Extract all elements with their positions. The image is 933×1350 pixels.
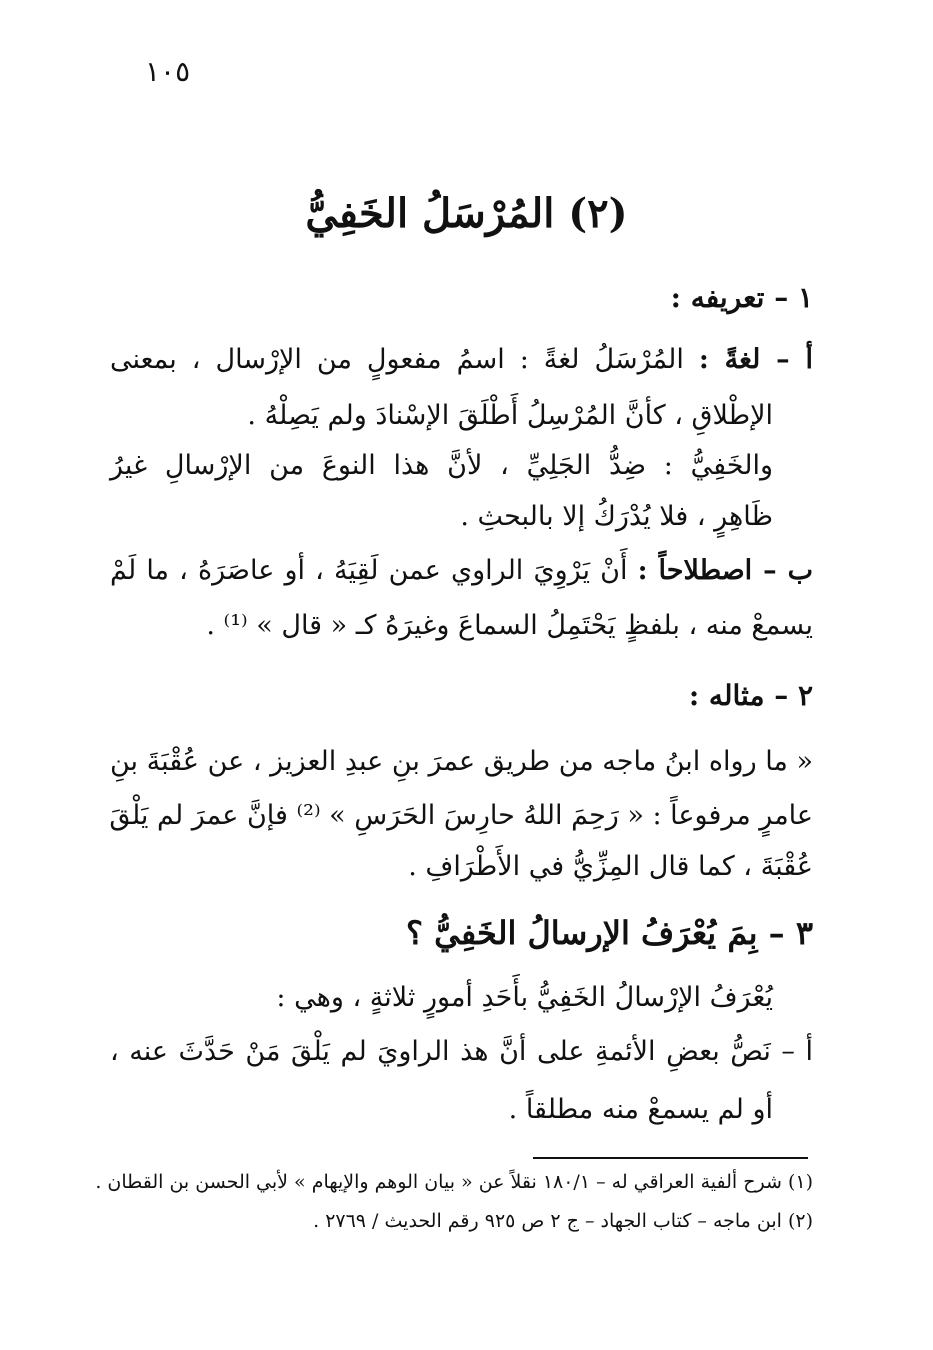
section-3-heading: ٣ – بِمَ يُعْرَفُ الإرسالُ الخَفِيُّ ؟ — [406, 914, 813, 952]
definition-linguistic-line-3: والخَفِيُّ : ضِدُّ الجَلِيِّ ، لأنَّ هذا النوعَ من الإرْسالِ غيرُ — [110, 450, 773, 481]
definition-technical-line-2: يسمعْ منه ، بلفظٍ يَحْتَمِلُ السماعَ وغيرَهُ كـ « قال » ⁽¹⁾ . — [206, 610, 813, 641]
definition-linguistic-line-4: ظَاهِرٍ ، فلا يُدْرَكُ إلا بالبحثِ . — [460, 501, 773, 532]
footnote-2: (٢) ابن ماجه – كتاب الجهاد – ج ٢ ص ٩٢٥ رقم الحديث / ٢٧٦٩ . — [313, 1210, 813, 1232]
section-2-heading: ٢ – مثاله : — [688, 679, 813, 712]
identification-line-1: يُعْرَفُ الإرْسالُ الخَفِيُّ بأَحَدِ أمورٍ ثلاثةٍ ، وهي : — [276, 982, 773, 1013]
section-1-heading: ١ – تعريفه : — [670, 281, 813, 314]
footnote-1: (١) شرح ألفية العراقي له – ١٨٠/١ نقلاً عن « بيان الوهم والإيهام » لأبي الحسن بن القطان . — [95, 1171, 813, 1193]
definition-linguistic-line-1 — [110, 340, 813, 380]
page-number: ١٠٥ — [145, 55, 191, 88]
definition-technical-label: ب – اصطلاحاً : — [637, 555, 813, 586]
definition-linguistic-text-1: المُرْسَلُ لغةً : اسمُ مفعولٍ من الإرْسال ، بمعنى — [110, 344, 684, 375]
definition-linguistic-label: أ – لغةً : — [698, 344, 813, 375]
example-line-3: عُقْبَةَ ، كما قال المِزِّيُّ في الأَطْرَافِ . — [408, 851, 813, 882]
chapter-title: (٢) المُرْسَلُ الخَفِيُّ — [305, 190, 628, 237]
definition-technical-text-1: أَنْ يَرْوِيَ الراوي عمن لَقِيَهُ ، أو عاصَرَهُ ، ما لَمْ — [110, 555, 628, 586]
example-line-1: « ما رواه ابنُ ماجه من طريق عمرَ بنِ عبدِ العزيز ، عن عُقْبَةَ بنِ — [110, 746, 813, 777]
definition-technical-line-1 — [110, 551, 813, 591]
footnote-divider — [533, 1157, 808, 1159]
identification-line-3: أو لم يسمعْ منه مطلقاً . — [508, 1094, 773, 1125]
example-line-2: عامرٍ مرفوعاً : « رَحِمَ اللهُ حارِسَ الحَرَسِ » ⁽²⁾ فإنَّ عمرَ لم يَلْقَ — [109, 800, 813, 831]
definition-linguistic-line-2: الإطْلاقِ ، كأنَّ المُرْسِلُ أَطْلَقَ الإسْنادَ ولم يَصِلْهُ . — [247, 400, 773, 431]
identification-line-2: أ – نَصُّ بعضِ الأئمةِ على أنَّ هذ الراويَ لم يَلْقَ مَنْ حَدَّثَ عنه ، — [110, 1036, 813, 1067]
